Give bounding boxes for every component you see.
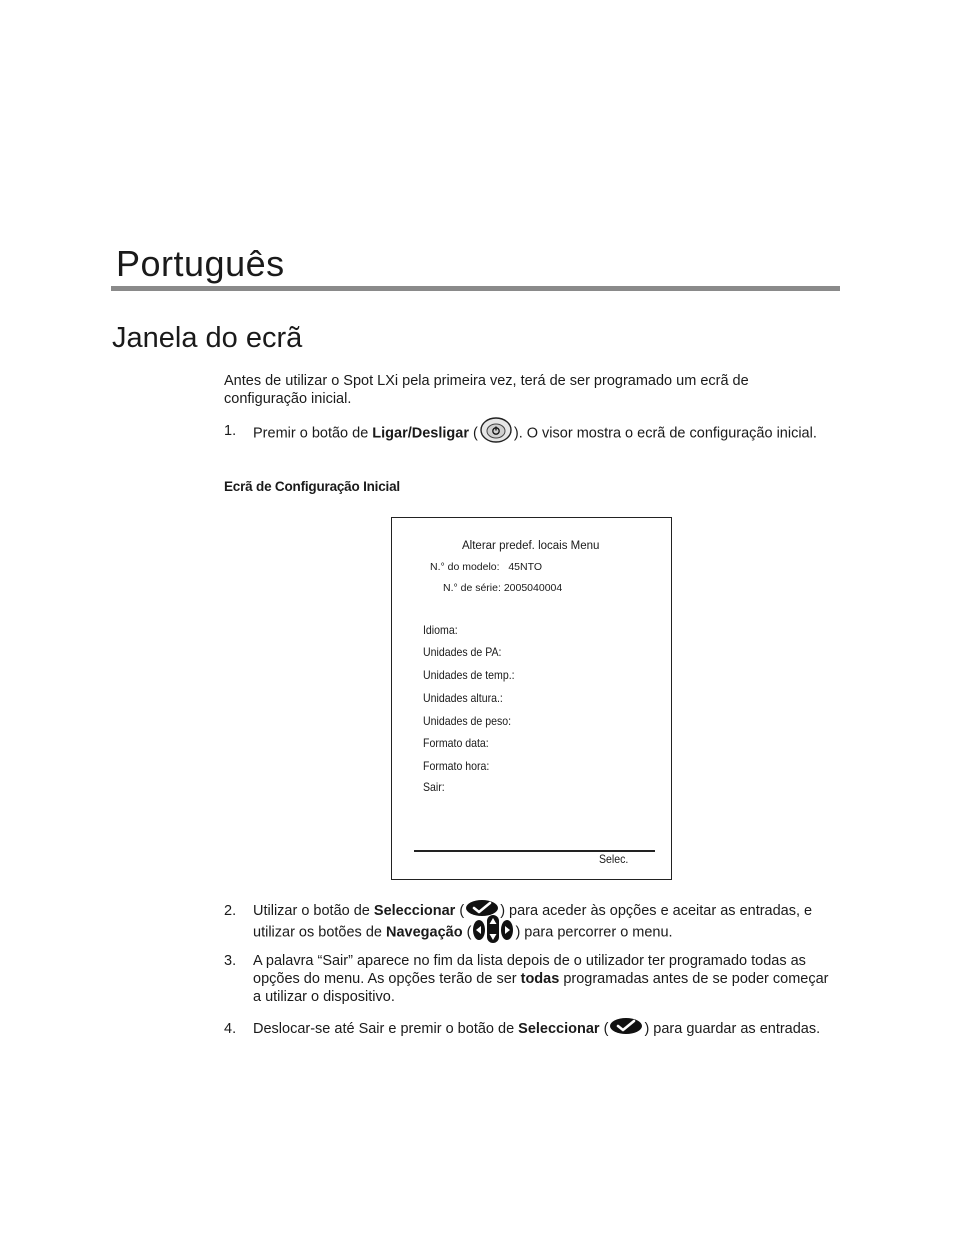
intro-paragraph: Antes de utilizar o Spot LXi pela primeira vez, terá de ser programado um ecrã de configuração inicial. [224, 373, 749, 407]
menu-item-temp-units[interactable]: Unidades de temp.: [423, 668, 515, 682]
menu-item-exit[interactable]: Sair: [423, 780, 445, 794]
select-button-label: Seleccionar [518, 1021, 600, 1037]
navigation-button-label: Navegação [386, 924, 463, 941]
step-number: 2. [224, 903, 237, 919]
step-text: Utilizar o botão de Seleccionar ( ) para aceder às opções e aceitar as entradas, e utilizar os botões de Navegação ( ) para percorrer o menu. [253, 902, 813, 945]
title-rule [111, 286, 840, 291]
menu-item-bp-units[interactable]: Unidades de PA: [423, 645, 502, 659]
serial-row: N.° de série: 2005040004 [443, 582, 563, 594]
setup-screen-figure [391, 517, 672, 880]
select-softkey[interactable]: Selec. [599, 852, 629, 866]
figure-caption: Ecrã de Configuração Inicial [224, 479, 400, 494]
select-button-label: Seleccionar [373, 903, 456, 919]
emphasis-all: todas [520, 971, 560, 987]
menu-item-height-units[interactable]: Unidades altura.: [423, 691, 503, 705]
step-text: A palavra “Sair” aparece no fim da lista depois de o utilizador ter programado todas as opções do menu. As opções terão de ser todas programadas antes de se poder começar a utilizar o dispositivo. [253, 953, 829, 1005]
navigation-buttons-icon [472, 914, 514, 949]
screen-header: Alterar predef. locais Menu [462, 540, 600, 552]
menu-item-idioma[interactable]: Idioma: [423, 623, 458, 637]
menu-item-time-format[interactable]: Formato hora: [423, 759, 490, 773]
menu-item-weight-units[interactable]: Unidades de peso: [423, 714, 512, 728]
step-number: 3. [224, 953, 237, 969]
step-text: Premir o botão de Ligar/Desligar ( ). O visor mostra o ecrã de configuração inicial. [253, 422, 843, 445]
menu-item-date-format[interactable]: Formato data: [423, 736, 489, 750]
power-button-label: Ligar/Desligar [372, 425, 469, 442]
step-number: 4. [224, 1021, 237, 1037]
serial-value: 2005040004 [503, 582, 563, 594]
select-checkmark-icon [609, 1017, 643, 1040]
step-text: Deslocar-se até Sair e premir o botão de Seleccionar ( ) para guardar as entradas. [253, 1020, 843, 1038]
power-button-icon [479, 416, 513, 449]
model-value: 45NTO [508, 561, 542, 573]
section-title: Janela do ecrã [112, 322, 303, 354]
step-number: 1. [224, 423, 237, 439]
language-title: Português [116, 243, 285, 284]
model-row: N.° do modelo: 45NTO [430, 561, 542, 573]
